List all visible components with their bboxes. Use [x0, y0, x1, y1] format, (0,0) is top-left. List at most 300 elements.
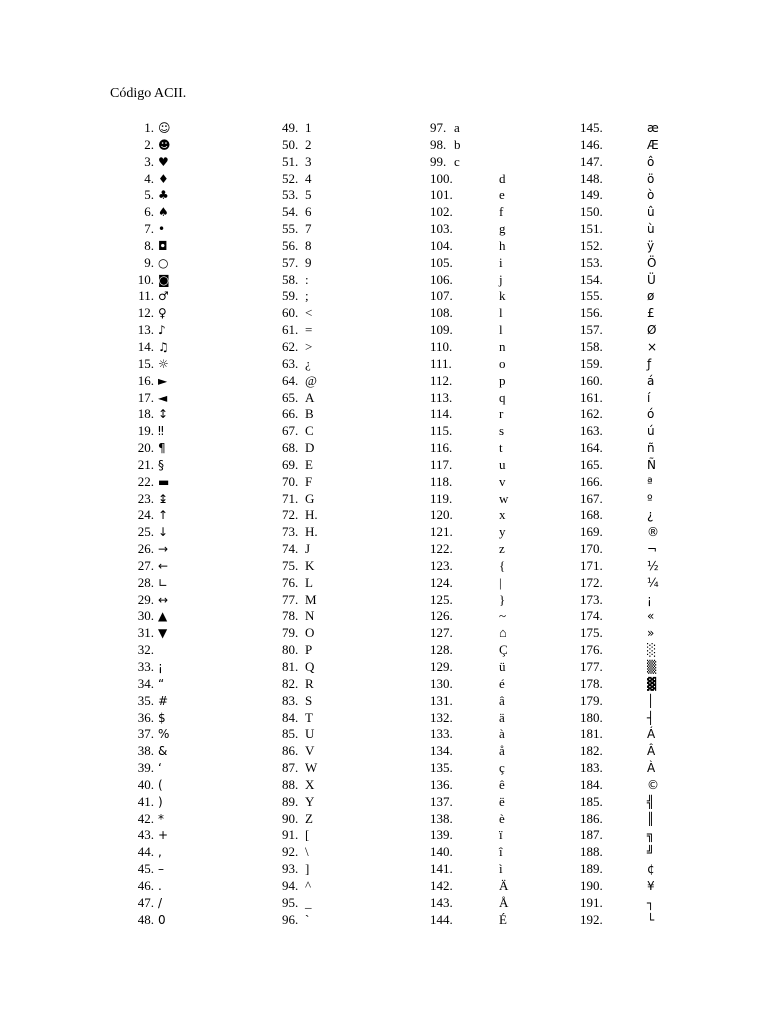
code-number: 8. — [144, 237, 154, 253]
code-entry — [580, 541, 700, 558]
code-character: n — [499, 338, 506, 354]
code-entry — [430, 288, 550, 305]
code-number: 19. — [137, 423, 154, 439]
code-character: 6 — [305, 204, 312, 220]
code-number: 13. — [137, 322, 154, 338]
code-number: 14. — [137, 338, 154, 354]
code-character: 4 — [305, 170, 312, 186]
code-character: ► — [158, 373, 168, 388]
code-number: 61. — [282, 322, 299, 338]
code-number: 73. — [282, 524, 299, 540]
code-number: 30. — [137, 608, 154, 624]
code-character: ¥ — [647, 878, 655, 893]
code-entry — [430, 120, 550, 137]
code-character: ♣ — [158, 188, 169, 203]
code-character: i — [499, 254, 503, 270]
code-character: A — [305, 389, 315, 405]
code-number: 119. — [430, 490, 453, 506]
code-character: ↓ — [158, 525, 169, 540]
code-number: 188. — [580, 844, 603, 860]
code-entry — [0, 608, 200, 625]
code-number: 112. — [430, 372, 453, 388]
code-number: 42. — [137, 810, 154, 826]
code-entry — [0, 676, 200, 693]
code-entry — [0, 474, 200, 491]
code-entry — [282, 154, 422, 171]
code-character: w — [499, 490, 509, 506]
code-entry — [0, 507, 200, 524]
code-character: ¡ — [647, 592, 652, 607]
code-number: 68. — [282, 440, 299, 456]
code-number: 151. — [580, 221, 603, 237]
code-number: 152. — [580, 237, 603, 253]
code-character: ù — [647, 222, 655, 237]
code-number: 170. — [580, 541, 603, 557]
code-character: ª — [647, 474, 653, 489]
code-character: ½ — [647, 558, 659, 573]
code-entry — [580, 625, 700, 642]
code-entry — [580, 171, 700, 188]
code-character: r — [499, 406, 504, 422]
code-character: T — [305, 709, 313, 725]
code-entry — [580, 895, 700, 912]
code-character: ♦ — [158, 171, 169, 186]
code-entry — [282, 878, 422, 895]
code-entry — [0, 743, 200, 760]
code-number: 122. — [430, 541, 453, 557]
code-entry — [580, 457, 700, 474]
code-number: 82. — [282, 675, 299, 691]
code-entry — [430, 154, 550, 171]
code-entry — [580, 642, 700, 659]
code-number: 90. — [282, 810, 299, 826]
code-entry — [430, 760, 550, 777]
code-character: ê — [499, 776, 505, 792]
code-number: 88. — [282, 776, 299, 792]
code-entry — [282, 406, 422, 423]
code-entry — [580, 255, 700, 272]
code-character: [ — [305, 827, 310, 843]
code-number: 77. — [282, 591, 299, 607]
code-character: á — [647, 373, 655, 388]
code-entry — [0, 861, 200, 878]
code-character: ï — [499, 827, 503, 843]
code-entry — [0, 154, 200, 171]
code-character: © — [647, 777, 659, 792]
code-number: 15. — [137, 355, 154, 371]
code-entry — [0, 642, 200, 659]
code-number: 132. — [430, 709, 453, 725]
code-entry — [282, 827, 422, 844]
code-entry — [0, 895, 200, 912]
code-character: H. — [305, 507, 318, 523]
code-entry — [430, 895, 550, 912]
code-character: × — [647, 339, 658, 354]
code-character: < — [305, 305, 313, 321]
code-character: ç — [499, 760, 505, 776]
code-character: Ö — [647, 255, 657, 270]
code-character: f — [499, 204, 504, 220]
code-character: Ç — [499, 642, 508, 658]
code-number: 124. — [430, 574, 453, 590]
code-entry — [430, 777, 550, 794]
code-character: 8 — [305, 237, 312, 253]
code-entry — [282, 625, 422, 642]
code-entry — [430, 406, 550, 423]
code-entry — [430, 137, 550, 154]
code-character: & — [158, 744, 168, 759]
code-character: ¼ — [647, 575, 659, 590]
code-number: 171. — [580, 557, 603, 573]
code-character: J — [305, 541, 311, 557]
code-character: ║ — [647, 811, 655, 826]
code-character: p — [499, 372, 506, 388]
code-number: 67. — [282, 423, 299, 439]
code-entry — [580, 356, 700, 373]
code-entry — [430, 272, 550, 289]
code-entry — [430, 322, 550, 339]
code-number: 2. — [144, 136, 154, 152]
code-character: å — [499, 743, 505, 759]
code-character: Ü — [647, 272, 656, 287]
code-entry — [282, 373, 422, 390]
code-character: ♥ — [158, 154, 169, 169]
code-entry — [430, 878, 550, 895]
code-entry — [0, 339, 200, 356]
code-entry — [580, 726, 700, 743]
code-entry — [0, 457, 200, 474]
code-character: î — [499, 844, 503, 860]
code-character: l — [499, 322, 503, 338]
code-character: └ — [647, 912, 655, 927]
code-number: 142. — [430, 877, 453, 893]
code-entry — [430, 693, 550, 710]
code-number: 117. — [430, 456, 453, 472]
code-number: 118. — [430, 473, 453, 489]
code-character: ♫ — [158, 339, 169, 354]
code-number: 6. — [144, 204, 154, 220]
code-number: 89. — [282, 793, 299, 809]
code-number: 113. — [430, 389, 453, 405]
code-number: 109. — [430, 322, 453, 338]
code-number: 33. — [137, 659, 154, 674]
code-character: > — [305, 338, 313, 354]
code-number: 154. — [580, 271, 603, 287]
code-number: 41. — [137, 793, 154, 809]
code-number: 191. — [580, 894, 603, 910]
code-entry — [430, 457, 550, 474]
code-character: É — [499, 911, 507, 927]
code-entry — [282, 474, 422, 491]
code-entry — [282, 760, 422, 777]
code-entry — [430, 625, 550, 642]
code-entry — [282, 693, 422, 710]
code-number: 24. — [137, 507, 154, 523]
code-character: ø — [647, 289, 655, 304]
code-entry — [0, 777, 200, 794]
code-character: ○ — [158, 255, 169, 270]
code-entry — [0, 592, 200, 609]
code-character: G — [305, 490, 315, 506]
code-character: X — [305, 776, 315, 792]
code-character: « — [647, 609, 655, 624]
code-character: E — [305, 456, 313, 472]
code-character: C — [305, 423, 314, 439]
code-number: 192. — [580, 911, 603, 927]
code-character: L — [305, 574, 313, 590]
code-character: h — [499, 237, 506, 253]
code-number: 149. — [580, 187, 603, 203]
code-number: 78. — [282, 608, 299, 624]
code-entry — [580, 474, 700, 491]
code-number: 178. — [580, 675, 603, 691]
code-character: │ — [647, 693, 655, 708]
code-character: Å — [499, 894, 509, 910]
code-entry — [0, 625, 200, 642]
code-number: 1. — [144, 120, 154, 135]
code-number: 66. — [282, 406, 299, 422]
code-entry — [430, 171, 550, 188]
code-number: 147. — [580, 153, 603, 169]
code-number: 165. — [580, 456, 603, 472]
code-number: 81. — [282, 659, 299, 674]
code-character: F — [305, 473, 313, 489]
code-character: ; — [305, 288, 309, 304]
code-number: 75. — [282, 557, 299, 573]
code-character: ü — [499, 659, 506, 674]
code-entry — [580, 912, 700, 929]
code-number: 26. — [137, 541, 154, 557]
code-entry — [430, 423, 550, 440]
code-entry — [0, 491, 200, 508]
code-character: 5 — [305, 187, 312, 203]
code-entry — [580, 440, 700, 457]
code-character: ô — [647, 154, 655, 169]
code-number: 12. — [137, 305, 154, 321]
code-number: 84. — [282, 709, 299, 725]
code-entry — [430, 305, 550, 322]
code-character: a — [454, 120, 460, 135]
code-number: 135. — [430, 760, 453, 776]
code-entry — [0, 120, 200, 137]
code-number: 141. — [430, 861, 453, 877]
code-entry — [580, 693, 700, 710]
code-entry — [430, 912, 550, 929]
code-entry — [282, 137, 422, 154]
code-character: j — [499, 271, 503, 287]
code-number: 168. — [580, 507, 603, 523]
code-number: 127. — [430, 625, 453, 641]
code-entry — [282, 356, 422, 373]
code-number: 126. — [430, 608, 453, 624]
code-number: 160. — [580, 372, 603, 388]
code-entry — [430, 659, 550, 676]
code-number: 137. — [430, 793, 453, 809]
code-character: ↑ — [158, 508, 169, 523]
code-entry — [0, 288, 200, 305]
code-entry — [580, 710, 700, 727]
code-character: ▲ — [158, 609, 168, 624]
code-entry — [580, 794, 700, 811]
code-entry — [0, 272, 200, 289]
code-entry — [0, 406, 200, 423]
code-entry — [430, 541, 550, 558]
page-title: Código ACII. — [110, 86, 187, 101]
code-number: 123. — [430, 557, 453, 573]
code-number: 85. — [282, 726, 299, 742]
code-character: ↨ — [158, 491, 169, 506]
code-number: 175. — [580, 625, 603, 641]
code-entry — [282, 558, 422, 575]
code-number: 97. — [430, 120, 447, 135]
code-character: ← — [158, 558, 169, 573]
code-character: ┐ — [647, 895, 655, 910]
code-entry — [430, 558, 550, 575]
code-character: ¡ — [158, 660, 163, 674]
code-number: 3. — [144, 153, 154, 169]
code-entry — [0, 373, 200, 390]
code-number: 111. — [430, 355, 452, 371]
code-character: § — [158, 457, 164, 472]
code-entry — [580, 187, 700, 204]
code-entry — [580, 322, 700, 339]
code-character: í — [647, 390, 651, 405]
code-number: 54. — [282, 204, 299, 220]
code-entry — [0, 390, 200, 407]
code-character: _ — [305, 894, 312, 910]
code-number: 39. — [137, 760, 154, 776]
code-character: → — [158, 542, 169, 557]
code-character: 0 — [158, 912, 166, 927]
code-number: 92. — [282, 844, 299, 860]
code-character: q — [499, 389, 506, 405]
code-character: z — [499, 541, 505, 557]
code-character: Â — [647, 744, 656, 759]
code-entry — [580, 760, 700, 777]
code-number: 120. — [430, 507, 453, 523]
code-entry — [282, 305, 422, 322]
code-character: ] — [305, 861, 310, 877]
code-entry — [430, 811, 550, 828]
code-character: v — [499, 473, 506, 489]
code-character: ☻ — [158, 137, 171, 152]
code-character: H. — [305, 524, 318, 540]
code-character: ╝ — [647, 845, 655, 860]
code-character: ▒ — [647, 660, 657, 674]
code-entry — [0, 659, 200, 676]
code-character: ┤ — [647, 710, 655, 725]
code-character: ◙ — [158, 272, 170, 287]
code-character: ì — [499, 861, 503, 877]
code-entry — [0, 693, 200, 710]
code-entry — [430, 204, 550, 221]
code-number: 157. — [580, 322, 603, 338]
code-character: ~ — [499, 608, 507, 624]
code-number: 156. — [580, 305, 603, 321]
code-column-1 — [0, 120, 200, 929]
code-entry — [0, 322, 200, 339]
code-entry — [0, 255, 200, 272]
code-character: ) — [158, 794, 163, 809]
code-number: 46. — [137, 877, 154, 893]
code-character: “ — [158, 676, 165, 691]
code-entry — [430, 827, 550, 844]
code-number: 47. — [137, 894, 154, 910]
code-character: . — [158, 878, 162, 893]
code-number: 172. — [580, 574, 603, 590]
code-number: 57. — [282, 254, 299, 270]
code-entry — [430, 474, 550, 491]
code-number: 59. — [282, 288, 299, 304]
code-entry — [282, 288, 422, 305]
code-entry — [430, 743, 550, 760]
code-entry — [282, 676, 422, 693]
code-entry — [430, 575, 550, 592]
code-character: ( — [158, 777, 163, 792]
code-entry — [0, 356, 200, 373]
code-column-3 — [430, 120, 550, 929]
code-number: 115. — [430, 423, 453, 439]
code-character: • — [158, 222, 166, 237]
code-entry — [580, 137, 700, 154]
code-character: / — [158, 895, 163, 910]
code-entry — [0, 558, 200, 575]
code-character: } — [499, 591, 506, 607]
code-column-4 — [580, 120, 700, 929]
code-entry — [430, 221, 550, 238]
code-character: g — [499, 221, 506, 237]
code-number: 94. — [282, 877, 299, 893]
code-entry — [282, 322, 422, 339]
code-entry — [282, 524, 422, 541]
code-entry — [282, 120, 422, 137]
code-entry — [282, 592, 422, 609]
code-character: | — [499, 574, 502, 590]
code-entry — [282, 491, 422, 508]
code-character: – — [158, 862, 164, 877]
code-number: 106. — [430, 271, 453, 287]
code-number: 86. — [282, 743, 299, 759]
code-number: 31. — [137, 625, 154, 641]
code-character: ◄ — [158, 390, 168, 405]
code-character: ♂ — [158, 289, 169, 304]
code-character: y — [499, 524, 506, 540]
code-number: 36. — [137, 709, 154, 725]
code-number: 179. — [580, 692, 603, 708]
code-entry — [282, 710, 422, 727]
code-entry — [0, 541, 200, 558]
code-number: 105. — [430, 254, 453, 270]
code-entry — [580, 305, 700, 322]
code-number: 29. — [137, 591, 154, 607]
code-entry — [580, 288, 700, 305]
code-number: 25. — [137, 524, 154, 540]
code-character: B — [305, 406, 314, 422]
code-number: 63. — [282, 355, 299, 371]
code-number: 185. — [580, 793, 603, 809]
code-character: O — [305, 625, 315, 641]
code-entry — [580, 238, 700, 255]
code-character: ☺ — [158, 121, 171, 135]
code-number: 60. — [282, 305, 299, 321]
code-entry — [430, 491, 550, 508]
code-number: 51. — [282, 153, 299, 169]
code-character: Ñ — [647, 457, 656, 472]
code-entry — [282, 541, 422, 558]
code-entry — [430, 507, 550, 524]
code-number: 173. — [580, 591, 603, 607]
code-number: 145. — [580, 120, 603, 135]
